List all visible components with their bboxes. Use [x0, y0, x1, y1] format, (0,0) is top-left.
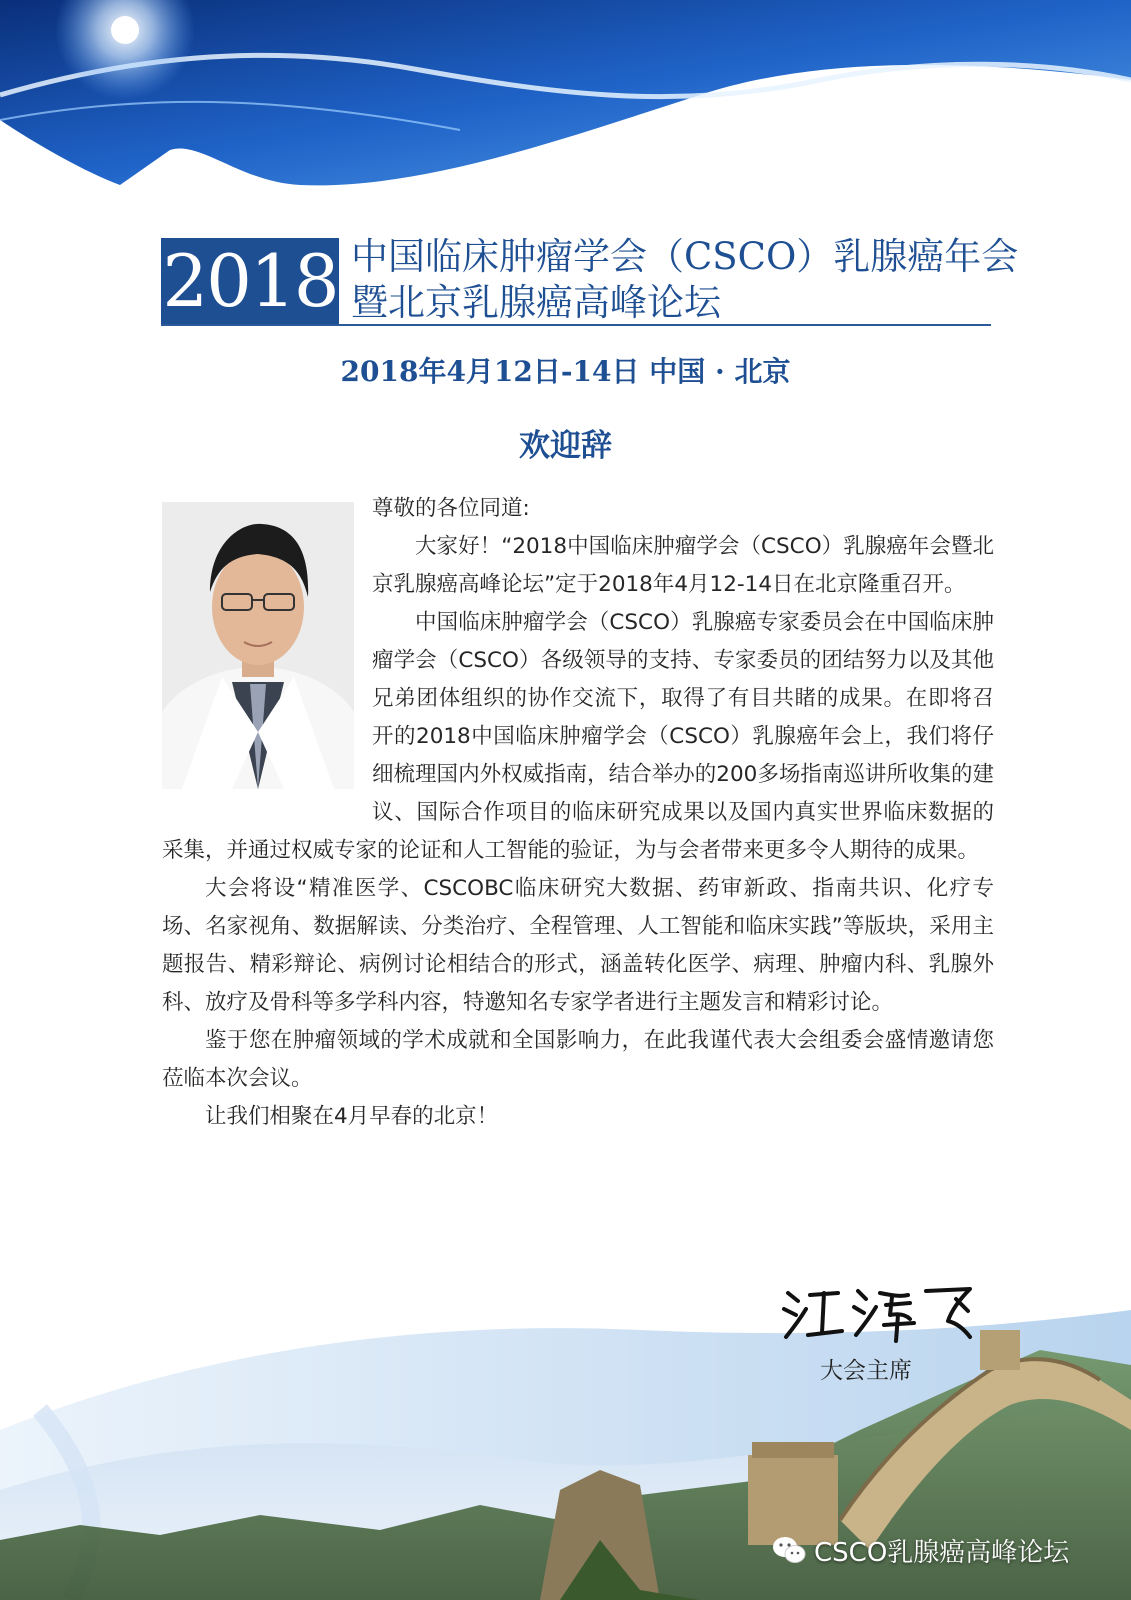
wechat-icon — [772, 1535, 806, 1565]
top-banner-decoration — [0, 0, 1131, 210]
wechat-brand — [772, 1530, 1069, 1570]
welcome-letter — [162, 490, 994, 1136]
letter-paragraph-1: 大家好！“2018中国临床肿瘤学会（CSCO）乳腺癌年会暨北京乳腺癌高峰论坛”定于2018年4月12-14日在北京隆重召开。 — [372, 534, 994, 597]
welcome-heading: 欢迎辞 — [519, 428, 612, 464]
header-block — [161, 235, 1019, 326]
conference-title — [351, 234, 1019, 326]
letter-paragraph-3: 大会将设“精准医学、CSCOBC临床研究大数据、药审新政、指南共识、化疗专场、名家视角、数据解读、分类治疗、全程管理、人工智能和临床实践”等版块，采用主题报告、精彩辩论、病例讨论相结合的形式，涵盖转化医学、病理、肿瘤内科、乳腺外科、放疗及骨科等多学科内容，特邀知名专家学者进行主题发言和精彩讨论。 — [162, 876, 994, 1015]
year-badge: 2018 — [162, 239, 338, 323]
brand-text: CSCO乳腺癌高峰论坛 — [814, 1537, 1070, 1568]
portrait-wrap-space — [162, 490, 372, 820]
letter-paragraph-2: 中国临床肿瘤学会（CSCO）乳腺癌专家委员会在中国临床肿瘤学会（CSCO）各级领导的支持、专家委员的团结努力以及其他兄弟团体组织的协作交流下，取得了有目共睹的成果。在即将召开的2018中国临床肿瘤学会（CSCO）乳腺癌年会上，我们将仔细梳理国内外权威指南，结合举办的200多场指南巡讲所收集的建议、国际合作项目的临床研究成果以及国内真实世界临床数据的采集，并通过权威专家的论证和人工智能的验证，为与会者带来更多令人期待的成果。 — [162, 610, 994, 863]
conference-title-line-2: 暨北京乳腺癌高峰论坛 — [351, 281, 721, 324]
letter-salutation: 尊敬的各位同道: — [372, 496, 530, 521]
signature-handwriting — [780, 1275, 980, 1345]
conference-title-line-1: 中国临床肿瘤学会（CSCO）乳腺癌年会 — [351, 235, 1019, 278]
date-location: 2018年4月12日-14日 中国 · 北京 — [340, 355, 791, 388]
signer-title: 大会主席 — [820, 1358, 912, 1384]
letter-paragraph-4: 鉴于您在肿瘤领域的学术成就和全国影响力，在此我谨代表大会组委会盛情邀请您莅临本次会议。 — [162, 1028, 994, 1091]
letter-paragraph-5: 让我们相聚在4月早春的北京！ — [205, 1104, 499, 1129]
